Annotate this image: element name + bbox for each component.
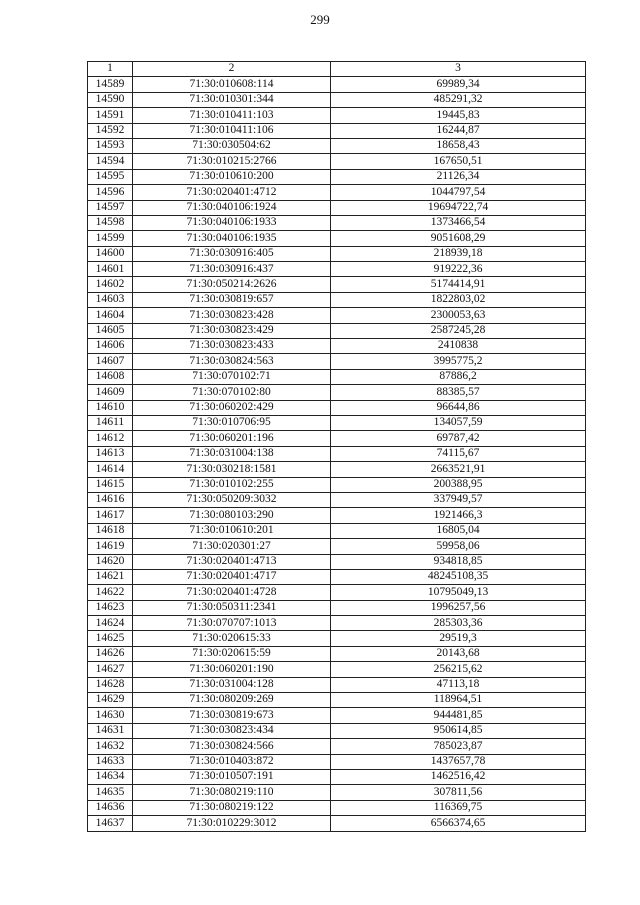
row-number-cell: 14603: [88, 292, 133, 307]
row-number-cell: 14594: [88, 154, 133, 169]
cadastral-value-cell: 87886,2: [331, 369, 586, 384]
cadastral-number-cell: 71:30:060201:190: [133, 662, 331, 677]
cadastral-number-cell: 71:30:030819:673: [133, 708, 331, 723]
row-number-cell: 14619: [88, 539, 133, 554]
cadastral-number-cell: 71:30:050209:3032: [133, 492, 331, 507]
row-number-cell: 14600: [88, 246, 133, 261]
cadastral-number-cell: 71:30:030823:433: [133, 339, 331, 354]
table-row: [88, 646, 586, 661]
cadastral-value-cell: 18658,43: [331, 138, 586, 153]
cadastral-number-cell: 71:30:010507:191: [133, 769, 331, 784]
cadastral-number-cell: 71:30:020615:59: [133, 646, 331, 661]
cadastral-number-cell: 71:30:060202:429: [133, 400, 331, 415]
table-row: [88, 154, 586, 169]
row-number-cell: 14611: [88, 415, 133, 430]
cadastral-number-cell: 71:30:010411:106: [133, 123, 331, 138]
cadastral-number-cell: 71:30:010610:201: [133, 523, 331, 538]
column-header-cadastral-number: 2: [133, 62, 331, 77]
cadastral-number-cell: 71:30:050214:2626: [133, 277, 331, 292]
cadastral-number-cell: 71:30:010706:95: [133, 415, 331, 430]
cadastral-value-cell: 96644,86: [331, 400, 586, 415]
table-row: [88, 231, 586, 246]
cadastral-value-cell: 3995775,2: [331, 354, 586, 369]
row-number-cell: 14624: [88, 616, 133, 631]
cadastral-value-cell: 19445,83: [331, 108, 586, 123]
cadastral-number-cell: 71:30:030823:429: [133, 323, 331, 338]
row-number-cell: 14617: [88, 508, 133, 523]
cadastral-value-cell: 485291,32: [331, 92, 586, 107]
cadastral-value-cell: 1822803,02: [331, 292, 586, 307]
row-number-cell: 14615: [88, 477, 133, 492]
row-number-cell: 14598: [88, 215, 133, 230]
row-number-cell: 14593: [88, 138, 133, 153]
cadastral-value-cell: 1921466,3: [331, 508, 586, 523]
row-number-cell: 14610: [88, 400, 133, 415]
table-row: [88, 323, 586, 338]
table-row: [88, 600, 586, 615]
row-number-cell: 14595: [88, 169, 133, 184]
row-number-cell: 14635: [88, 785, 133, 800]
cadastral-value-cell: 950614,85: [331, 723, 586, 738]
cadastral-value-cell: 9051608,29: [331, 231, 586, 246]
cadastral-number-cell: 71:30:020401:4717: [133, 569, 331, 584]
row-number-cell: 14614: [88, 462, 133, 477]
cadastral-value-cell: 88385,57: [331, 385, 586, 400]
cadastral-value-cell: 5174414,91: [331, 277, 586, 292]
row-number-cell: 14613: [88, 446, 133, 461]
cadastral-number-cell: 71:30:031004:138: [133, 446, 331, 461]
table-row: [88, 539, 586, 554]
cadastral-number-cell: 71:30:070102:71: [133, 369, 331, 384]
row-number-cell: 14605: [88, 323, 133, 338]
row-number-cell: 14625: [88, 631, 133, 646]
row-number-cell: 14632: [88, 739, 133, 754]
table-row: [88, 585, 586, 600]
cadastral-value-cell: 59958,06: [331, 539, 586, 554]
cadastral-number-cell: 71:30:040106:1935: [133, 231, 331, 246]
cadastral-value-cell: 285303,36: [331, 616, 586, 631]
row-number-cell: 14618: [88, 523, 133, 538]
cadastral-value-cell: 337949,57: [331, 492, 586, 507]
row-number-cell: 14597: [88, 200, 133, 215]
table-row: [88, 169, 586, 184]
row-number-cell: 14623: [88, 600, 133, 615]
table-row: [88, 292, 586, 307]
table-row: [88, 800, 586, 815]
row-number-cell: 14637: [88, 816, 133, 831]
row-number-cell: 14633: [88, 754, 133, 769]
table-row: [88, 662, 586, 677]
cadastral-number-cell: 71:30:010411:103: [133, 108, 331, 123]
table-header-row: [88, 62, 586, 77]
table-row: [88, 554, 586, 569]
table-row: [88, 385, 586, 400]
cadastral-value-cell: 116369,75: [331, 800, 586, 815]
cadastral-value-cell: 2300053,63: [331, 308, 586, 323]
cadastral-value-cell: 919222,36: [331, 262, 586, 277]
table-row: [88, 77, 586, 92]
cadastral-number-cell: 71:30:080209:269: [133, 693, 331, 708]
cadastral-value-cell: 2410838: [331, 339, 586, 354]
cadastral-number-cell: 71:30:050311:2341: [133, 600, 331, 615]
column-header-number: 1: [88, 62, 133, 77]
table-row: [88, 477, 586, 492]
cadastral-value-cell: 934818,85: [331, 554, 586, 569]
cadastral-number-cell: 71:30:070102:80: [133, 385, 331, 400]
row-number-cell: 14606: [88, 339, 133, 354]
table-row: [88, 215, 586, 230]
cadastral-value-cell: 16805,04: [331, 523, 586, 538]
cadastral-number-cell: 71:30:010229:3012: [133, 816, 331, 831]
table-row: [88, 723, 586, 738]
cadastral-number-cell: 71:30:010215:2766: [133, 154, 331, 169]
table-row: [88, 400, 586, 415]
cadastral-number-cell: 71:30:030504:62: [133, 138, 331, 153]
row-number-cell: 14626: [88, 646, 133, 661]
cadastral-number-cell: 71:30:030916:437: [133, 262, 331, 277]
row-number-cell: 14627: [88, 662, 133, 677]
row-number-cell: 14609: [88, 385, 133, 400]
row-number-cell: 14620: [88, 554, 133, 569]
cadastral-value-cell: 307811,56: [331, 785, 586, 800]
table-row: [88, 123, 586, 138]
cadastral-value-cell: 29519,3: [331, 631, 586, 646]
row-number-cell: 14599: [88, 231, 133, 246]
column-header-value: 3: [331, 62, 586, 77]
table-row: [88, 492, 586, 507]
row-number-cell: 14631: [88, 723, 133, 738]
cadastral-value-table: [87, 61, 586, 832]
table-row: [88, 431, 586, 446]
cadastral-value-cell: 10795049,13: [331, 585, 586, 600]
table-row: [88, 200, 586, 215]
row-number-cell: 14601: [88, 262, 133, 277]
table-row: [88, 754, 586, 769]
table-row: [88, 508, 586, 523]
cadastral-number-cell: 71:30:020301:27: [133, 539, 331, 554]
row-number-cell: 14621: [88, 569, 133, 584]
cadastral-value-cell: 6566374,65: [331, 816, 586, 831]
cadastral-number-cell: 71:30:020401:4728: [133, 585, 331, 600]
table-row: [88, 769, 586, 784]
cadastral-number-cell: 71:30:040106:1924: [133, 200, 331, 215]
table-row: [88, 708, 586, 723]
row-number-cell: 14602: [88, 277, 133, 292]
table-row: [88, 185, 586, 200]
cadastral-number-cell: 71:30:080219:110: [133, 785, 331, 800]
cadastral-value-cell: 69787,42: [331, 431, 586, 446]
table-row: [88, 277, 586, 292]
row-number-cell: 14596: [88, 185, 133, 200]
row-number-cell: 14630: [88, 708, 133, 723]
table-row: [88, 339, 586, 354]
cadastral-value-cell: 1437657,78: [331, 754, 586, 769]
cadastral-value-cell: 47113,18: [331, 677, 586, 692]
table-row: [88, 354, 586, 369]
cadastral-number-cell: 71:30:020615:33: [133, 631, 331, 646]
table-row: [88, 616, 586, 631]
table-row: [88, 246, 586, 261]
row-number-cell: 14612: [88, 431, 133, 446]
cadastral-value-cell: 134057,59: [331, 415, 586, 430]
row-number-cell: 14628: [88, 677, 133, 692]
row-number-cell: 14604: [88, 308, 133, 323]
cadastral-number-cell: 71:30:040106:1933: [133, 215, 331, 230]
cadastral-number-cell: 71:30:010301:344: [133, 92, 331, 107]
cadastral-value-cell: 48245108,35: [331, 569, 586, 584]
table-row: [88, 308, 586, 323]
cadastral-number-cell: 71:30:030916:405: [133, 246, 331, 261]
table-row: [88, 415, 586, 430]
cadastral-number-cell: 71:30:020401:4713: [133, 554, 331, 569]
page-number: 299: [310, 12, 330, 27]
cadastral-value-cell: 74115,67: [331, 446, 586, 461]
cadastral-number-cell: 71:30:030823:434: [133, 723, 331, 738]
cadastral-value-cell: 69989,34: [331, 77, 586, 92]
cadastral-number-cell: 71:30:030824:566: [133, 739, 331, 754]
table-row: [88, 631, 586, 646]
cadastral-number-cell: 71:30:030824:563: [133, 354, 331, 369]
cadastral-value-cell: 1044797,54: [331, 185, 586, 200]
table-row: [88, 262, 586, 277]
cadastral-number-cell: 71:30:070707:1013: [133, 616, 331, 631]
cadastral-value-cell: 1996257,56: [331, 600, 586, 615]
table-row: [88, 816, 586, 831]
cadastral-number-cell: 71:30:010610:200: [133, 169, 331, 184]
cadastral-number-cell: 71:30:010403:872: [133, 754, 331, 769]
row-number-cell: 14591: [88, 108, 133, 123]
table-row: [88, 569, 586, 584]
cadastral-value-cell: 19694722,74: [331, 200, 586, 215]
table-row: [88, 369, 586, 384]
table-row: [88, 92, 586, 107]
row-number-cell: 14607: [88, 354, 133, 369]
cadastral-value-cell: 167650,51: [331, 154, 586, 169]
row-number-cell: 14634: [88, 769, 133, 784]
table-row: [88, 785, 586, 800]
cadastral-number-cell: 71:30:031004:128: [133, 677, 331, 692]
table-row: [88, 446, 586, 461]
cadastral-value-cell: 218939,18: [331, 246, 586, 261]
cadastral-value-cell: 2587245,28: [331, 323, 586, 338]
table-row: [88, 693, 586, 708]
table-row: [88, 677, 586, 692]
cadastral-number-cell: 71:30:060201:196: [133, 431, 331, 446]
table-body: [88, 77, 586, 831]
cadastral-value-cell: 118964,51: [331, 693, 586, 708]
cadastral-value-cell: 2663521,91: [331, 462, 586, 477]
row-number-cell: 14616: [88, 492, 133, 507]
row-number-cell: 14622: [88, 585, 133, 600]
table-row: [88, 462, 586, 477]
row-number-cell: 14629: [88, 693, 133, 708]
cadastral-value-cell: 20143,68: [331, 646, 586, 661]
table-row: [88, 523, 586, 538]
cadastral-value-cell: 1373466,54: [331, 215, 586, 230]
cadastral-number-cell: 71:30:080103:290: [133, 508, 331, 523]
cadastral-number-cell: 71:30:010102:255: [133, 477, 331, 492]
row-number-cell: 14608: [88, 369, 133, 384]
cadastral-number-cell: 71:30:030218:1581: [133, 462, 331, 477]
cadastral-value-cell: 21126,34: [331, 169, 586, 184]
row-number-cell: 14589: [88, 77, 133, 92]
table-row: [88, 739, 586, 754]
cadastral-number-cell: 71:30:030823:428: [133, 308, 331, 323]
row-number-cell: 14636: [88, 800, 133, 815]
cadastral-value-cell: 256215,62: [331, 662, 586, 677]
cadastral-value-cell: 1462516,42: [331, 769, 586, 784]
table-row: [88, 138, 586, 153]
cadastral-number-cell: 71:30:020401:4712: [133, 185, 331, 200]
table-row: [88, 108, 586, 123]
cadastral-number-cell: 71:30:010608:114: [133, 77, 331, 92]
cadastral-value-cell: 785023,87: [331, 739, 586, 754]
cadastral-number-cell: 71:30:080219:122: [133, 800, 331, 815]
cadastral-value-cell: 200388,95: [331, 477, 586, 492]
cadastral-number-cell: 71:30:030819:657: [133, 292, 331, 307]
cadastral-value-cell: 16244,87: [331, 123, 586, 138]
cadastral-value-cell: 944481,85: [331, 708, 586, 723]
row-number-cell: 14590: [88, 92, 133, 107]
row-number-cell: 14592: [88, 123, 133, 138]
